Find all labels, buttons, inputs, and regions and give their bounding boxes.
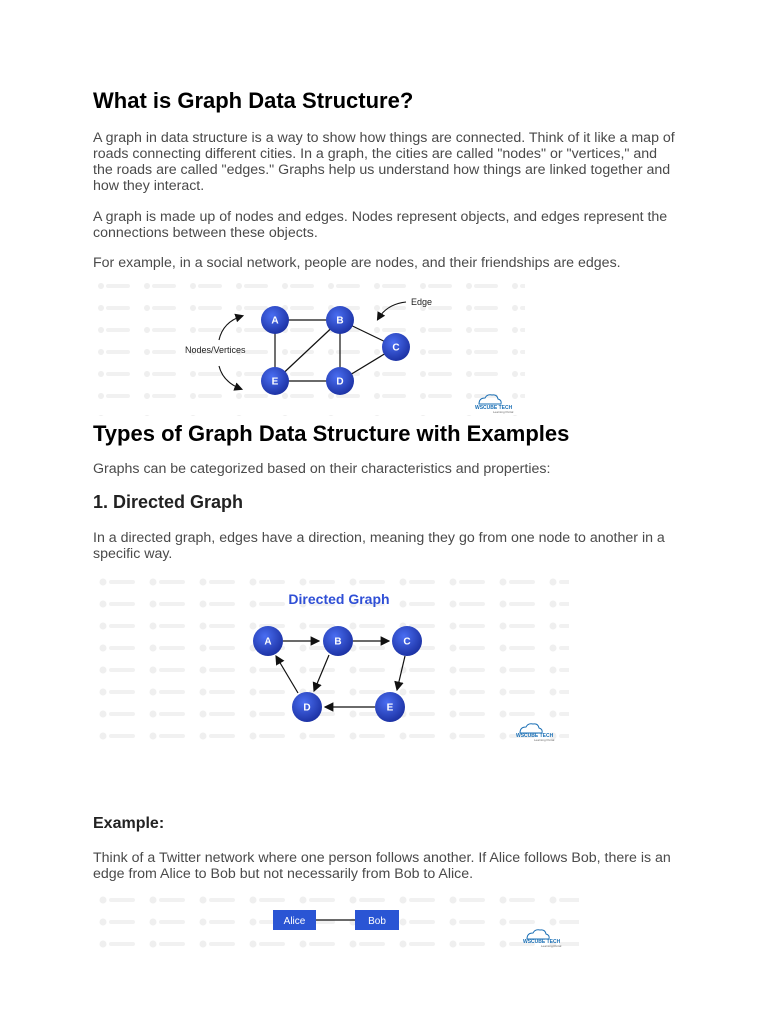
svg-text:E: E (271, 376, 279, 388)
svg-text:C: C (392, 342, 400, 354)
edge-label: Edge (411, 297, 433, 307)
types-intro: Graphs can be categorized based on their characteristics and properties: (93, 461, 551, 477)
paragraph-nodes-edges: A graph is made up of nodes and edges. Nodes represent objects, and edges represent the connections between these objects. (93, 209, 668, 241)
svg-text:A: A (271, 315, 279, 327)
node-e (375, 692, 405, 722)
alice-node (273, 910, 316, 930)
node-a (261, 306, 289, 334)
node-c (382, 333, 410, 361)
node-d (292, 692, 322, 722)
watermark-pattern (93, 890, 579, 956)
svg-text:D: D (336, 376, 344, 388)
node-b (323, 626, 353, 656)
svg-text:B: B (334, 636, 342, 648)
svg-text:Learning Portal: Learning Portal (541, 944, 562, 948)
example-text: Think of a Twitter network where one person follows another. If Alice follows Bob, there is an edge from Alice to Bob but not necessarily from Bob to Alice. (93, 850, 671, 882)
node-b (326, 306, 354, 334)
svg-text:Bob: Bob (368, 916, 386, 927)
svg-text:Learning Portal: Learning Portal (493, 410, 514, 414)
svg-text:Learning Portal: Learning Portal (534, 738, 555, 742)
directed-graph-heading: 1. Directed Graph (93, 492, 244, 512)
svg-text:WSCUBE TECH: WSCUBE TECH (475, 405, 513, 411)
node-d (326, 367, 354, 395)
svg-text:E: E (386, 702, 394, 714)
svg-text:C: C (403, 636, 411, 648)
graph-illustration (93, 276, 525, 416)
svg-text:D: D (303, 702, 311, 714)
svg-text:WSCUBE TECH: WSCUBE TECH (516, 733, 554, 739)
node-e (261, 367, 289, 395)
svg-text:B: B (336, 315, 344, 327)
alice-bob-illustration (93, 890, 579, 956)
paragraph-social-example: For example, in a social network, people are nodes, and their friendships are edges. (93, 255, 621, 271)
directed-graph-description: In a directed graph, edges have a direction, meaning they go from one node to another in a specific way. (93, 530, 665, 562)
svg-text:Alice: Alice (283, 916, 306, 927)
bob-node (355, 910, 399, 930)
directed-graph-illustration (93, 572, 569, 752)
paragraph-graph-definition: A graph in data structure is a way to show how things are connected. Think of it like a map of roads connecting different cities. In a graph, the cities are called "nodes" or "vertices," and the roads are called "edges." Graphs help us understand how things are linked together and how they interact. (93, 130, 675, 194)
svg-text:WSCUBE TECH: WSCUBE TECH (523, 939, 561, 945)
example-heading: Example: (93, 815, 165, 832)
directed-graph-title: Directed Graph (288, 591, 390, 607)
page-title: What is Graph Data Structure? (93, 88, 414, 113)
node-c (392, 626, 422, 656)
types-section-title: Types of Graph Data Structure with Examples (93, 421, 570, 446)
nodes-vertices-label: Nodes/Vertices (185, 345, 246, 355)
watermark-pattern (93, 276, 525, 416)
svg-text:A: A (264, 636, 272, 648)
node-a (253, 626, 283, 656)
